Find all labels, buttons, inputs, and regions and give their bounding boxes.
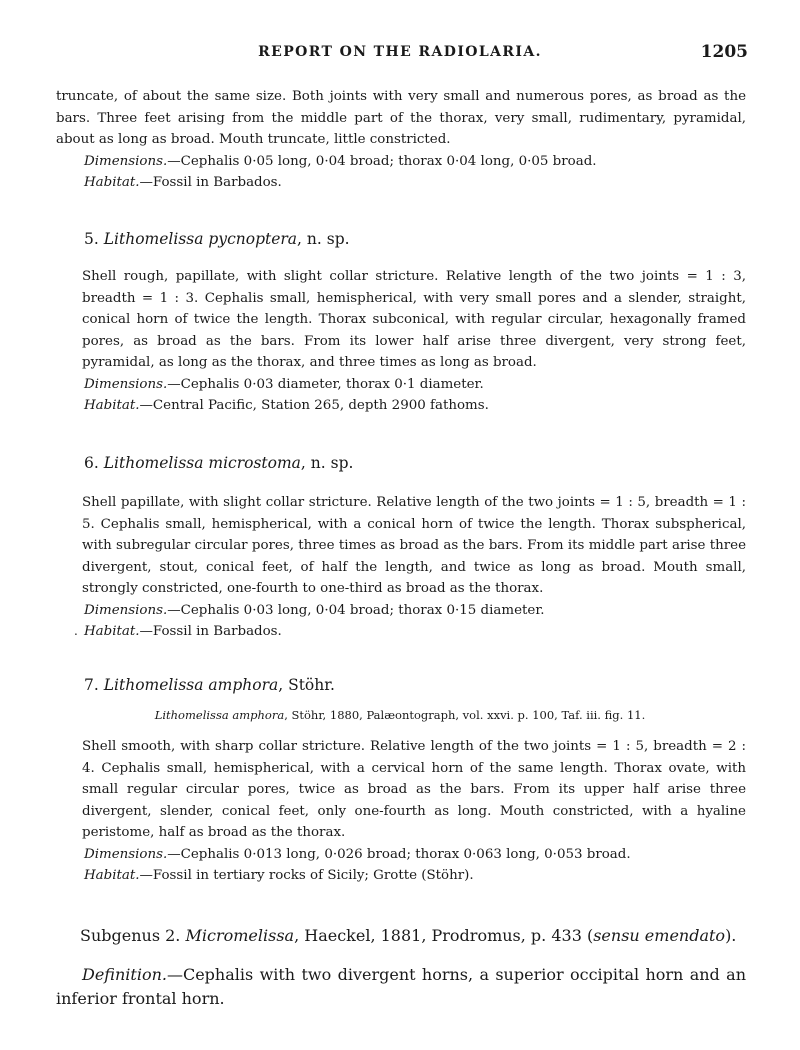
species-description: Shell smooth, with sharp collar stricture. Relative length of the two joints = 1 : 5, breadth = 2 : 4. Cephalis small, hemispherical, with a cervical horn of the same length. Thorax ovate, with small regular circular pores, twice as broad as the bars. From its upper half arise three divergent, slender, conical feet, only one-fourth as long. Mouth constricted, with a hyaline peristome, half as broad as the thorax. — [82, 739, 746, 840]
habitat-line — [56, 865, 746, 887]
subgenus-sensu: sensu emendato — [593, 926, 726, 945]
species-name: Lithomelissa microstoma — [103, 454, 301, 472]
habitat-label: Habitat. — [84, 624, 140, 639]
species-block-7 — [56, 736, 746, 887]
running-head — [0, 42, 800, 66]
running-title: REPORT ON THE RADIOLARIA. — [258, 44, 542, 60]
habitat-label: Habitat. — [84, 175, 140, 190]
subgenus-prefix: Subgenus 2. — [80, 926, 181, 945]
continued-section — [56, 86, 746, 194]
species-suffix: , Stöhr. — [278, 676, 335, 694]
dimensions-label: Dimensions. — [84, 602, 168, 618]
species-number: 7. — [84, 676, 99, 694]
habitat-line — [56, 172, 746, 194]
habitat-label: Habitat. — [84, 868, 140, 883]
species-heading-7 — [84, 676, 335, 694]
species-name: Lithomelissa pycnoptera — [103, 230, 298, 248]
definition-text: —Cephalis with two divergent horns, a superior occipital horn and an inferior frontal horn. — [56, 965, 746, 1008]
species-name: Lithomelissa amphora — [103, 676, 279, 694]
subgenus-name: Micromelissa — [185, 926, 295, 945]
habitat-label: Habitat. — [84, 398, 140, 413]
species-block-5 — [56, 266, 746, 417]
dimensions-text: —Cephalis 0·05 long, 0·04 broad; thorax 0·04 long, 0·05 broad. — [167, 153, 597, 169]
definition-label: Definition. — [82, 965, 167, 984]
dimensions-text: —Cephalis 0·03 diameter, thorax 0·1 diameter. — [167, 376, 484, 392]
species-suffix: , n. sp. — [297, 230, 350, 248]
dimensions-label: Dimensions. — [84, 376, 168, 392]
species-number: 5. — [84, 230, 99, 248]
species-heading-6 — [84, 454, 353, 472]
habitat-text: —Fossil in Barbados. — [139, 175, 282, 190]
subgenus-heading — [80, 926, 736, 945]
dimensions-text: —Cephalis 0·013 long, 0·026 broad; thorax 0·063 long, 0·053 broad. — [167, 846, 631, 862]
subgenus-end: ). — [725, 926, 737, 945]
habitat-text: —Central Pacific, Station 265, depth 2900 fathoms. — [139, 398, 489, 413]
habitat-line — [56, 395, 746, 417]
page-number: 1205 — [700, 42, 748, 62]
species-heading-5 — [84, 230, 350, 248]
habitat-text: —Fossil in tertiary rocks of Sicily; Grotte (Stöhr). — [139, 868, 474, 883]
definition-paragraph — [56, 963, 746, 1011]
dimensions-line — [56, 374, 746, 396]
habitat-line — [56, 621, 746, 643]
stray-mark: . — [74, 624, 78, 638]
dimensions-text: —Cephalis 0·03 long, 0·04 broad; thorax 0·15 diameter. — [167, 602, 545, 618]
species-suffix: , n. sp. — [300, 454, 354, 472]
citation-name: Lithomelissa amphora — [154, 708, 285, 722]
continued-paragraph: truncate, of about the same size. Both joints with very small and numerous pores, as broad as the bars. Three feet arising from the middle part of the thorax, very small, rudimentary, pyramidal, about as long as broad. Mouth truncate, little constricted. — [56, 89, 746, 147]
species-description: Shell papillate, with slight collar stricture. Relative length of the two joints = 1 : 5, breadth = 1 : 5. Cephalis small, hemispherical, with a conical horn of twice the length. Thorax subspherical, with subregular circular pores, three times as broad as the bars. From its middle part arise three divergent, stout, conical feet, of half the length, and twice as long as broad. Mouth small, strongly constricted, one-fourth to one-third as broad as the thorax. — [82, 495, 746, 596]
citation-text: , Stöhr, 1880, Palæontograph, vol. xxvi. p. 100, Taf. iii. fig. 11. — [284, 708, 646, 722]
species-description: Shell rough, papillate, with slight collar stricture. Relative length of the two joints = 1 : 3, breadth = 1 : 3. Cephalis small, hemispherical, with very small pores and a slender, straight, conical horn of twice the length. Thorax subconical, with regular circular, hexagonally framed pores, as broad as the bars. From its lower half arise three divergent, very strong feet, pyramidal, as long as the thorax, and three times as long as broad. — [82, 269, 746, 370]
dimensions-label: Dimensions. — [84, 846, 168, 862]
dimensions-line — [56, 600, 746, 622]
dimensions-line — [56, 844, 746, 866]
citation-line — [0, 708, 800, 722]
species-block-6 — [56, 492, 746, 643]
subgenus-middle: , Haeckel, 1881, Prodromus, p. 433 ( — [294, 926, 594, 945]
dimensions-label: Dimensions. — [84, 153, 168, 169]
habitat-text: —Fossil in Barbados. — [139, 624, 282, 639]
dimensions-line — [56, 151, 746, 173]
species-number: 6. — [84, 454, 99, 472]
